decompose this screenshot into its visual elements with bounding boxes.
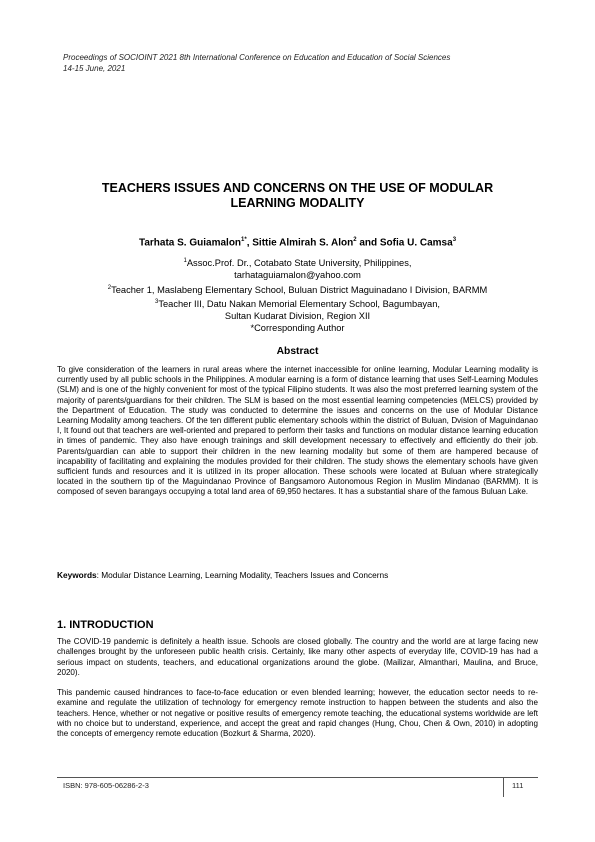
affiliation-email: tarhataguiamalon@yahoo.com bbox=[234, 270, 361, 281]
footer-divider bbox=[57, 777, 538, 778]
title-line-1: TEACHERS ISSUES AND CONCERNS ON THE USE OF MODULAR bbox=[101, 181, 494, 195]
affiliation-1-text: Assoc.Prof. Dr., Cotabato State University, Philippines, bbox=[186, 258, 412, 269]
author-2-sup: 2 bbox=[353, 237, 357, 243]
affiliation-3-line-2: Sultan Kudarat Division, Region XII bbox=[224, 311, 371, 322]
footer-vertical-divider bbox=[503, 777, 504, 797]
affiliation-1-sup: 1 bbox=[183, 258, 187, 264]
title-line-2: LEARNING MODALITY bbox=[230, 196, 365, 210]
affiliation-1 bbox=[60, 255, 535, 269]
affiliation-3-sup: 3 bbox=[155, 298, 159, 305]
author-list bbox=[60, 237, 535, 248]
keywords-text: : Modular Distance Learning, Learning Modality, Teachers Issues and Concerns bbox=[96, 570, 389, 580]
affiliation-2-text: Teacher 1, Maslabeng Elementary School, Buluan District Maguinadano I Division, BARMM bbox=[111, 284, 488, 295]
author-2: , Sittie Almirah S. Alon bbox=[246, 237, 354, 249]
running-header bbox=[63, 52, 543, 74]
abstract-body: To give consideration of the learners in rural areas where the internet inaccessible for online learning, Modular Learning modality is currently used by all public schools in the Philippines. A modular earning is a form of distance learning that uses Self-Learning Modules (SLM) and is one of the highly convenient for most of the typical Filipino students. It was also the most preferred learning system of the majority of parents/guardians for their children. The SLM is based on the most essential learning competencies (MELCS) provided by the Department of Education. The study was conducted to determine the issues and concerns on the use of Modular Distance Learning Modality among teachers. Of the ten different public elementary schools within the district of Buluan, Dvision of Maguindanao I, It found out that teachers are well-oriented and prepared to perform their tasks and functions on modular distance learning education in times of pandemic. They also have enough trainings and skill development necessary to effectively and efficiently do their job. Parents/guardian can able to support their children in the new learning modality but some of them are hampered because of incapability of facilitating and explaining the modules provided for their children. The study shows the elementary schools have given sufficient funds and resources and it is utilized in its proper allocation. These schools were located at Buluan where strategically located in the southern tip of the Maguindanao Province of Bangsamoro Autonomous Region in Muslim Mindanao (BARMM). It is composed of seven barangays occupying a total land area of 69,950 hectares. It has a substantial share of the famous Buluan Lake. bbox=[57, 365, 538, 497]
affiliations bbox=[60, 255, 535, 335]
author-3: and Sofia U. Camsa bbox=[356, 237, 453, 249]
page-number: 111 bbox=[512, 781, 524, 790]
header-conference: Proceedings of SOCIOINT 2021 8th International Conference on Education and Education of Social Sciences bbox=[63, 53, 451, 62]
abstract-heading: Abstract bbox=[276, 346, 319, 357]
footer-isbn: ISBN: 978-605-06286-2-3 bbox=[63, 781, 149, 790]
header-date: 14-15 June, 2021 bbox=[63, 64, 126, 73]
paper-title bbox=[60, 181, 535, 211]
affiliation-3 bbox=[60, 296, 535, 310]
introduction-paragraph-1: The COVID-19 pandemic is definitely a health issue. Schools are closed globally. The country and the world are at large facing new challenges brought by the unforeseen public health crisis. Certainly, like many other aspects of everyday life, COVID-19 has had a serious impact on students, teachers, and educational organizations around the globe. (Mailizar, Almanthari, Maulina, and Bruce, 2020). bbox=[57, 637, 538, 677]
author-1-sup: 1* bbox=[241, 237, 247, 243]
author-1: Tarhata S. Guiamalon bbox=[138, 237, 242, 249]
affiliation-2-sup: 2 bbox=[107, 284, 112, 291]
affiliation-3-text: Teacher III, Datu Nakan Memorial Elementary School, Bagumbayan, bbox=[158, 298, 440, 309]
introduction-paragraph-2: This pandemic caused hindrances to face-to-face education or even blended learning; however, the education sector needs to re-examine and regulate the utilization of technology for emergency remote instruction to happen between the students and also the teachers. Hence, whether or not negative or positive results of emergency remote teaching, the educational systems worldwide are left with no choice but to understand, experience, and accept the great and rapid changes (Hung, Chou, Chen & Own, 2010) in adopting the concepts of emergency remote education (Bozkurt & Sharma, 2020). bbox=[57, 688, 538, 739]
keywords bbox=[57, 570, 538, 580]
keywords-label: Keywords bbox=[57, 570, 97, 580]
introduction-heading: 1. INTRODUCTION bbox=[57, 619, 154, 631]
affiliation-2 bbox=[60, 282, 535, 296]
corresponding-author-note: *Corresponding Author bbox=[250, 323, 345, 334]
author-3-sup: 3 bbox=[452, 237, 457, 243]
